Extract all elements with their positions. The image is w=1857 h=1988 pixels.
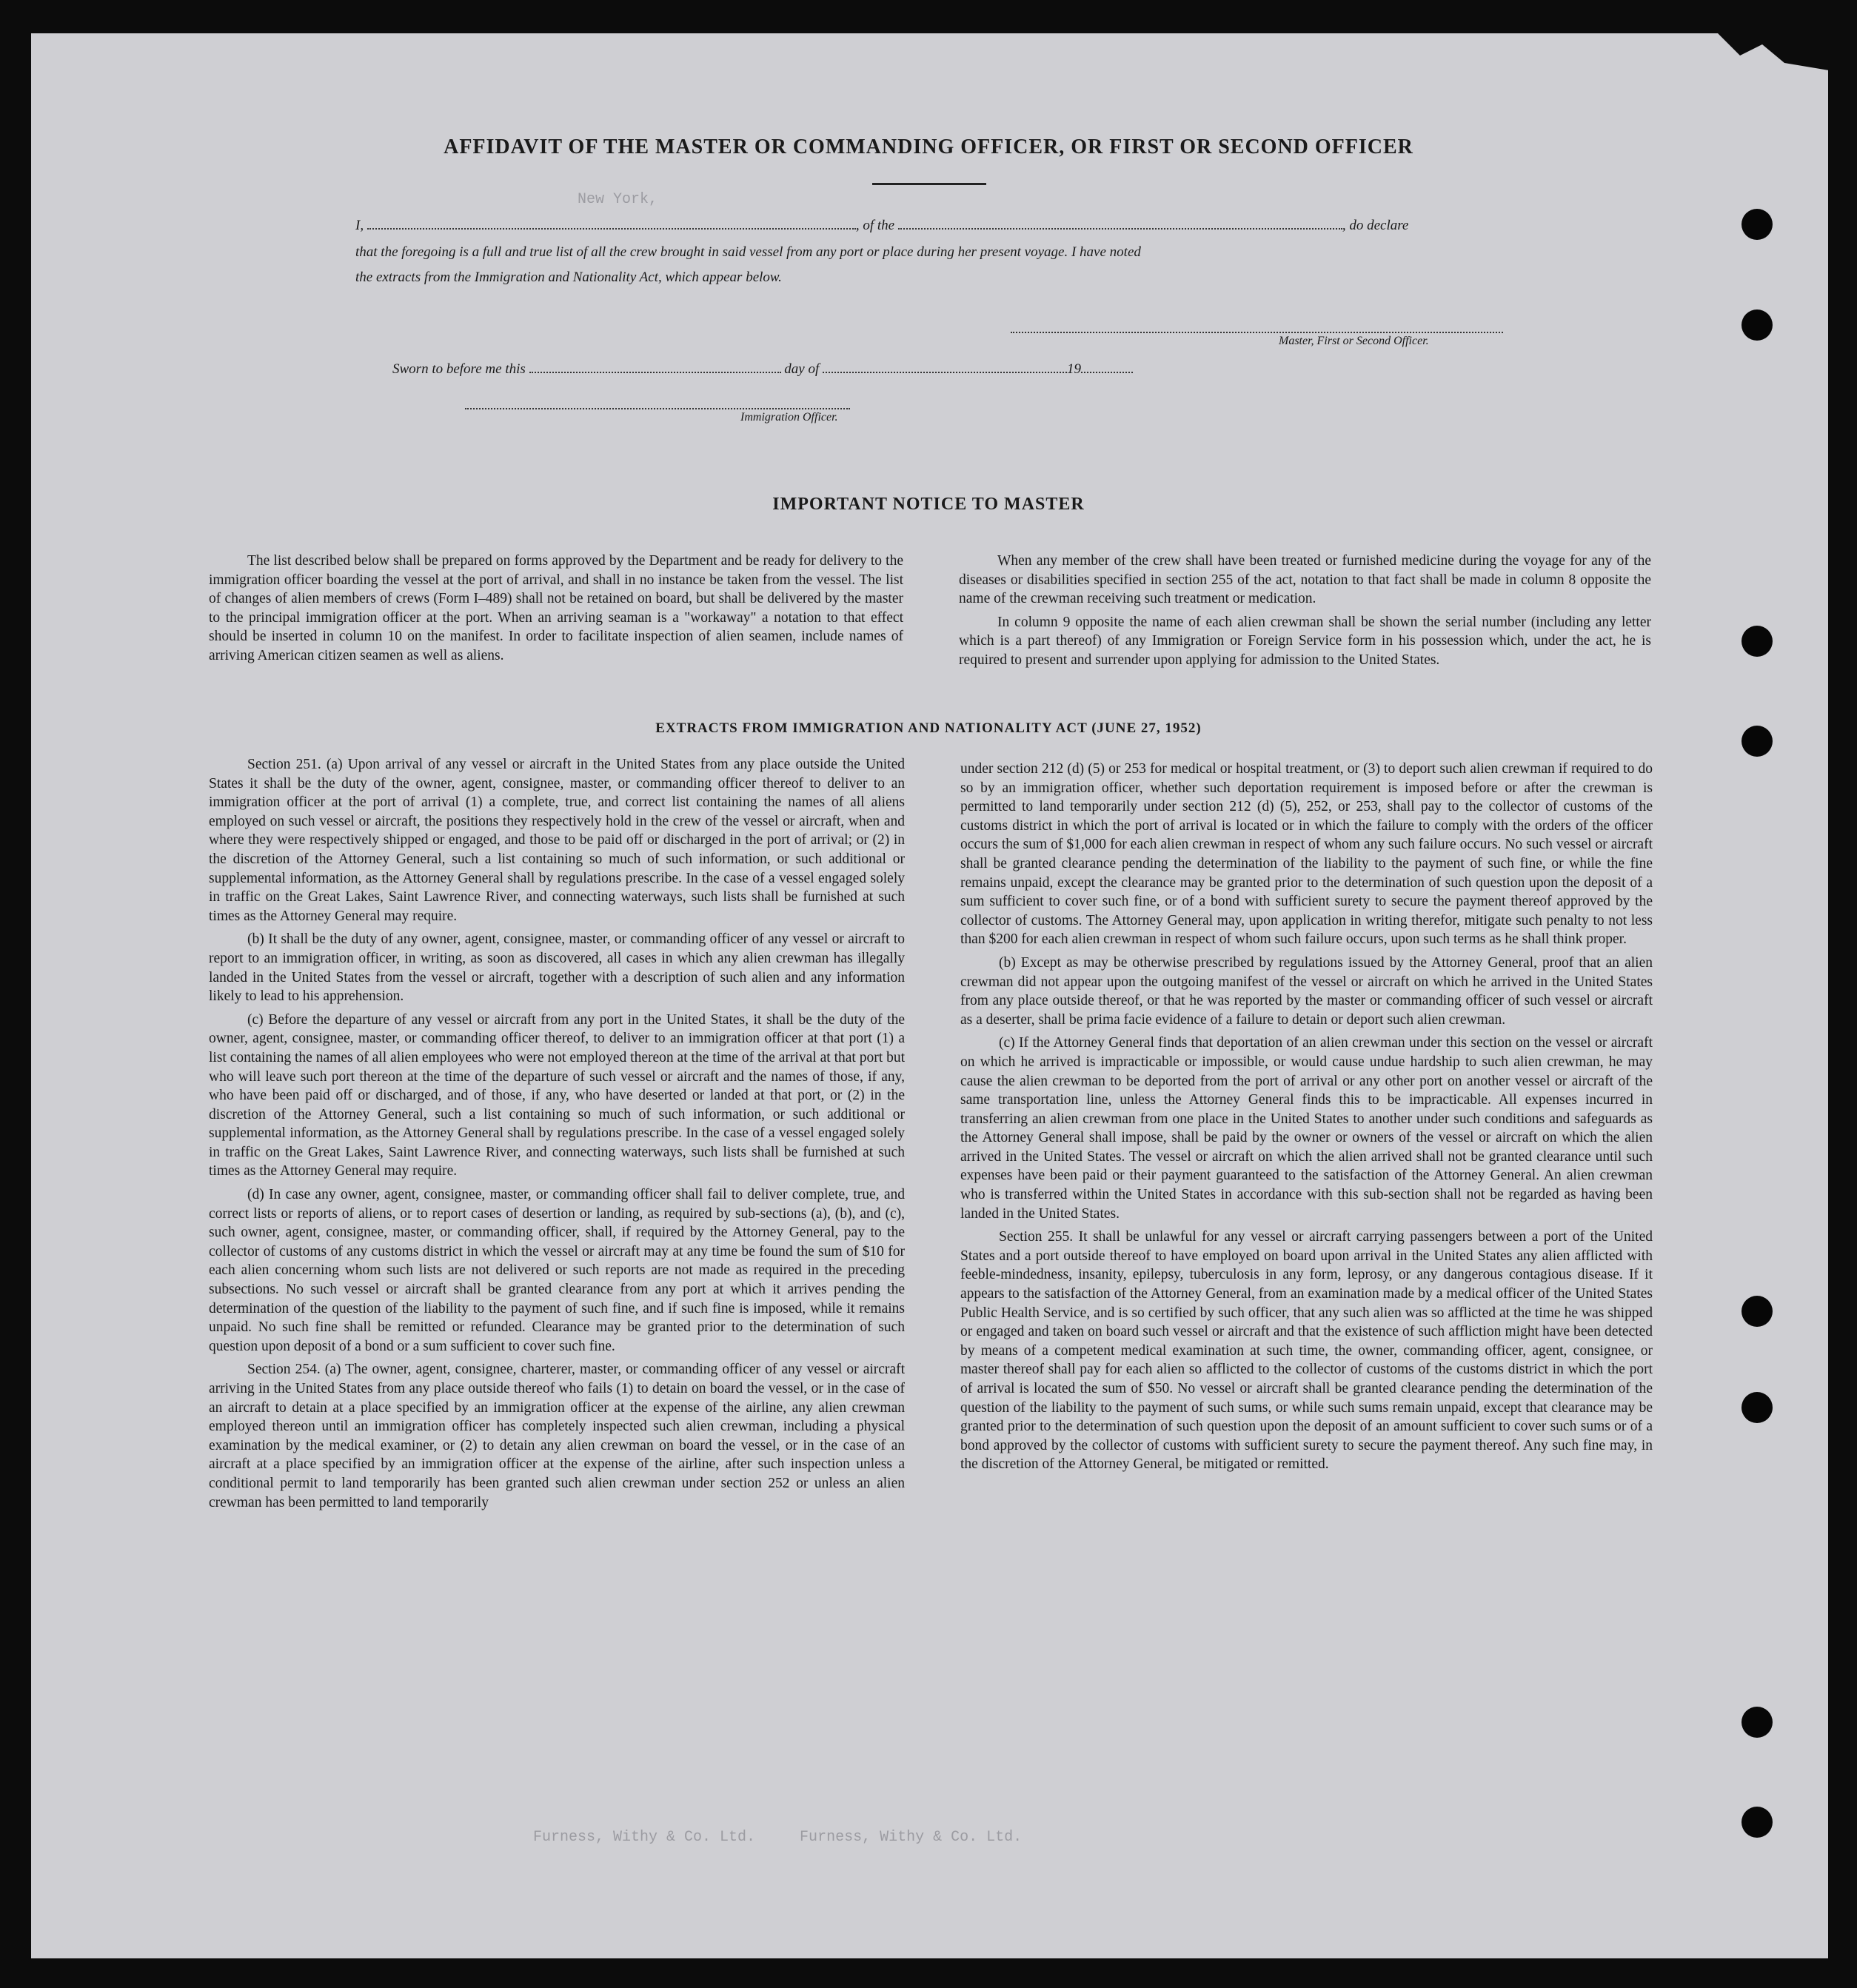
declaration-line-3: the extracts from the Immigration and Nationality Act, which appear below. [355,270,782,285]
punch-hole-icon [1741,1392,1773,1423]
day-of-label: day of [784,361,820,377]
notice-right-paragraph-2: In column 9 opposite the name of each alien crewman shall be shown the serial number (including any letter which is a part thereof) of any Immigration or Foreign Service form in his possession which, under the act, he is required to present and surrender upon applying for admission to the United States. [959,614,1651,668]
section-254-a: Section 254. (a) The owner, agent, consignee, charterer, master, or commanding officer of any vessel or aircraft arriving in the United States from any place outside thereof who fails (1) to detain on board the vessel, or in the case of an aircraft to detain at a place specified by an immigration officer at the expense of the airline, any alien crewman employed thereon until an immigration officer has completely inspected such alien crewman, including a physical examination by the medical examiner, or (2) to detain any alien crewman on board the vessel, or in the case of an aircraft at a place specified by an immigration officer at the expense of the airline, after such inspection unless a conditional permit to land temporarily has been granted such alien crewman under section 252 or unless an alien crewman has been permitted to land temporarily [209,1362,905,1510]
vessel-field[interactable] [898,215,1342,230]
declaration-declare: , do declare [1342,218,1409,233]
section-254-b: (b) Except as may be otherwise prescribed by regulations issued by the Attorney General, proof that an alien crewman did not appear upon the outgoing manifest of the vessel or aircraft on which he arrived in the United States from any place outside thereof, or that he was reported by the master or commanding officer of such vessel or aircraft as a deserter, shall be prima facie evidence of a failure to detain or deport such alien crewman. [960,954,1653,1028]
master-signature-line[interactable] [1011,332,1503,333]
punch-hole-icon [1741,209,1773,240]
notice-right-paragraph-1: When any member of the crew shall have been treated or furnished medicine during the voyage for any of the diseases or disabilities specified in section 255 of the act, notation to that fact shall be made in column 8 opposite the name of the crewman receiving such treatment or medication. [959,553,1651,607]
declaration-of-the: , of the [855,218,895,233]
section-255: Section 255. It shall be unlawful for any vessel or aircraft carrying passengers between a port of the United States and a port outside thereof to have employed on board upon arrival in the United States any alien afflicted with feeble-mindedness, insanity, epilepsy, tuberculosis in any form, leprosy, or any dangerous contagious disease. If it appears to the satisfaction of the Attorney General, from an examination made by a medical officer of the United States Public Health Service, and is so certified by such officer, that any such alien was so afflicted at the time he was shipped or engaged and taken on board such vessel or aircraft and that the existence of such affliction might have been detected by means of a competent medical examination at such time, the owner, commanding officer, agent, consignee, or master thereof shall pay for each alien so afflicted to the collector of customs of the customs district in which the port of arrival is located the sum of $50. No vessel or aircraft shall be granted clearance pending the determination of the question of the liability to the payment of such sums, or while such sums remain unpaid, except that clearance may be granted prior to the determination of such question upon the deposit of an amount sufficient to cover such sums or of a bond approved by the collector of customs with sufficient surety to secure the payment thereof. Any such fine may, in the discretion of the Attorney General, be mitigated or remitted. [960,1229,1653,1473]
section-251-a: Section 251. (a) Upon arrival of any vessel or aircraft in the United States from any place outside the United States it shall be the duty of the owner, agent, consignee, master, or commanding officer thereof to deliver to an immigration officer at the port of arrival (1) a complete, true, and correct list containing the names of all aliens employed on such vessel or aircraft, the positions they respectively hold in the crew of the vessel or aircraft, when and where they were respectively shipped or engaged, and those to be paid off or discharged in the port of arrival; or (2) in the discretion of the Attorney General, such a list containing so much of such information, or such additional or supplemental information, as the Attorney General shall by regulations prescribe. In the case of a vessel engaged solely in traffic on the Great Lakes, Saint Lawrence River, and connecting waterways, such lists shall be furnished at such times as the Attorney General may require. [209,757,905,924]
affidavit-title: AFFIDAVIT OF THE MASTER OR COMMANDING OFFICER, OR FIRST OR SECOND OFFICER [444,135,1413,158]
declaration-line-1 [355,213,1499,238]
section-251-d: (d) In case any owner, agent, consignee, master, or commanding officer shall fail to deliver complete, true, and correct lists or reports of aliens, or to report cases of desertion or landing, as required by sub-sections (a), (b), and (c), such owner, agent, consignee, master, or commanding officer, shall, if required by the Attorney General, pay to the collector of customs of any customs district in which the vessel or aircraft may at any time be found the sum of $10 for each alien concerning whom such lists are not delivered or such reports are not made as required in the preceding subsections. No such vessel or aircraft shall be granted clearance from any port at which it arrives pending the determination of the question of the liability to the payment of such fine, and if such fine is imposed, while it remains unpaid. No such fine shall be remitted or refunded. Clearance may be granted prior to the determination of such question upon deposit of a bond or a sum sufficient to cover such fine. [209,1187,905,1354]
punch-hole-icon [1741,1296,1773,1327]
sworn-day-field[interactable] [529,358,781,373]
title-divider [872,183,986,185]
section-254-c: (c) If the Attorney General finds that deportation of an alien crewman under this section on the vessel or aircraft on which he arrived is impracticable or impossible, or would cause undue hardship to such alien crewman, he may cause the alien crewman to be deported from the port of arrival or any other port on another vessel or aircraft of the same transportation line, unless the Attorney General finds this to be impracticable. All expenses incurred in transferring an alien crewman from one place in the United States to another under such conditions and safeguards as the Attorney General shall impose, shall be paid by the owner or owners of the vessel or aircraft on which the alien arrived in the United States. The vessel or aircraft on which the alien arrived shall not be granted clearance until such expenses have been paid or their payment guaranteed to the satisfaction of the Attorney General. An alien crewman who is transferred within the United States in accordance with this sub-section shall not be regarded as having been landed in the United States. [960,1035,1653,1222]
officer-signature-line[interactable] [465,408,850,409]
section-251-c: (c) Before the departure of any vessel or aircraft from any port in the United States, it shall be the duty of the owner, agent, consignee, master, or commanding officer thereof, to deliver to an immigration officer at that port (1) a list containing the names of all alien employees who were not employed thereon at the time of the arrival at that port but who will leave such port thereon at the time of the departure of such vessel or aircraft and the names of those, if any, who have been paid off or discharged, and of those, if any, who have deserted or landed at that port, or (2) in the discretion of the Attorney General, such a list containing so much of such information, or such additional or supplemental information, as the Attorney General shall by regulations prescribe. In the case of a vessel engaged solely in traffic on the Great Lakes, Saint Lawrence River, and connecting waterways, such lists shall be furnished at such times as the Attorney General may require. [209,1011,905,1179]
declaration-line-2: that the foregoing is a full and true list of all the crew brought in said vessel from any port or place during her present voyage. I have noted [355,244,1141,260]
section-251-b: (b) It shall be the duty of any owner, agent, consignee, master, or commanding officer of any vessel or aircraft to report to an immigration officer, in writing, as soon as discovered, all cases in which any alien crewman has illegally landed in the United States from the vessel or aircraft, together with a description of such alien and any information likely to lead to his apprehension. [209,931,905,1005]
sworn-month-field[interactable] [823,358,1067,373]
officer-signature-label: Immigration Officer. [740,411,838,424]
notice-right-column [959,552,1651,675]
extracts-title: EXTRACTS FROM IMMIGRATION AND NATIONALITY ACT (JUNE 27, 1952) [655,720,1202,736]
bleed-through-bottom: Furness, Withy & Co. Ltd. Furness, Withy & Co. Ltd. [533,1829,1023,1846]
name-field[interactable] [367,215,856,230]
notice-left-paragraph: The list described below shall be prepared on forms approved by the Department and be ready for delivery to the immigration officer boarding the vessel at the port of arrival, and shall in no instance be taken from the vessel. The list of changes of alien members of crews (Form I–489) shall not be retained on board, but shall be delivered by the master to the principal immigration officer at the port. When an arriving seaman is a "workaway" a notation to that effect should be inserted in column 10 on the manifest. In order to facilitate inspection of alien seamen, include names of arriving American citizen seamen as well as aliens. [209,553,903,663]
sworn-label: Sworn to before me this [392,361,526,377]
extracts-right-column [960,760,1653,1479]
punch-hole-icon [1741,1707,1773,1738]
notice-title: IMPORTANT NOTICE TO MASTER [772,495,1085,514]
sworn-line [392,357,1355,382]
section-254-a-continued: under section 212 (d) (5) or 253 for medical or hospital treatment, or (3) to deport such alien crewman if required to do so by an immigration officer, whether such deportation requirement is imposed before or after the crewman is permitted to land temporarily under section 212 (d) (5), 252, or 253, shall pay to the collector of customs of the customs district in which the port of arrival is located or in which the failure to comply with the orders of the officer occurs the sum of $1,000 for each alien crewman in respect of whom any such failure occurs. No such vessel or aircraft shall be granted clearance pending the determination of the liability to the payment of such fine, or while the fine remains unpaid, except the clearance may be granted prior to the determination of such question upon the deposit of a sum sufficient to cover such fine, or of a bond with sufficient surety to secure the payment thereof approved by the collector of customs. The Attorney General may, upon application in writing therefor, mitigate such penalty to not less than $200 for each alien crewman in respect of whom such failure occurs, upon such terms as he shall think proper. [960,761,1653,948]
extracts-left-column [209,755,905,1516]
bleed-through-top: New York, [578,191,658,208]
master-signature-label: Master, First or Second Officer. [1279,335,1429,347]
punch-hole-icon [1741,1807,1773,1838]
sworn-year-field[interactable] [1081,358,1133,373]
year-label: 19 [1067,361,1082,377]
punch-hole-icon [1741,309,1773,341]
punch-hole-icon [1741,626,1773,657]
declaration-i: I, [355,218,364,233]
notice-left-column [209,552,903,670]
